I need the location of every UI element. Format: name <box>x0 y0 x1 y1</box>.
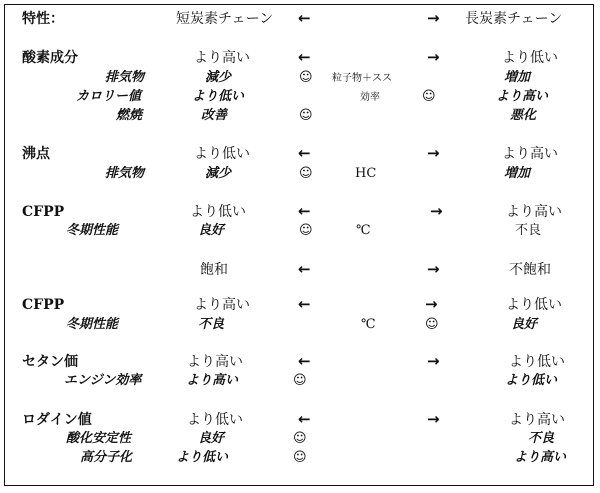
smiley-icon: ☺ <box>425 317 439 332</box>
saturation-short: 飽和 <box>200 262 228 278</box>
left-arrow-icon: ← <box>298 9 311 27</box>
right-arrow-icon: → <box>427 410 440 428</box>
cfpp1-winter-mid: ℃ <box>356 223 371 238</box>
header-label: 特性： <box>22 11 64 27</box>
right-arrow-icon: → <box>427 352 440 370</box>
cfpp2-winter-mid: ℃ <box>361 317 376 332</box>
left-arrow-icon: ← <box>298 352 311 370</box>
left-arrow-icon: ← <box>298 202 311 220</box>
cfpp2-winter-label: 冬期性能 <box>66 317 119 332</box>
header-long-chain: 長炭素チェーン <box>465 11 563 27</box>
iodine-long: より高い <box>509 412 565 428</box>
right-arrow-icon: → <box>430 202 443 220</box>
oxygen-emissions-label: 排気物 <box>105 70 145 85</box>
oxygen-combustion-long: 悪化 <box>510 108 537 123</box>
cfpp2-long: より低い <box>506 297 562 313</box>
cfpp2-winter-short: 不良 <box>198 317 225 332</box>
cfpp2-short: より高い <box>194 297 250 313</box>
right-arrow-icon: → <box>427 48 440 66</box>
cetane-engine-long: より低い <box>505 373 558 388</box>
right-arrow-icon: → <box>427 9 440 27</box>
oxygen-label: 酸素成分 <box>22 50 78 66</box>
smiley-icon: ☺ <box>293 431 307 446</box>
cetane-long: より低い <box>509 354 565 370</box>
cetane-short: より高い <box>187 354 243 370</box>
boiling-emissions-short: 減少 <box>205 166 232 181</box>
left-arrow-icon: ← <box>298 48 311 66</box>
boiling-emissions-label: 排気物 <box>105 166 145 181</box>
boiling-emissions-mid: HC <box>355 166 377 181</box>
cetane-engine-short: より高い <box>186 373 239 388</box>
right-arrow-icon: → <box>427 144 440 162</box>
iodine-polymer-label: 高分子化 <box>80 450 133 465</box>
smiley-icon: ☺ <box>293 373 307 388</box>
saturation-long: 不飽和 <box>509 262 551 278</box>
cetane-engine-label: エンジン効率 <box>64 373 142 388</box>
iodine-oxidation-long: 不良 <box>528 431 555 446</box>
boiling-long: より高い <box>502 146 558 162</box>
smiley-icon: ☺ <box>299 70 313 85</box>
oxygen-emissions-short: 減少 <box>205 70 232 85</box>
cfpp2-winter-long: 良好 <box>511 317 538 332</box>
left-arrow-icon: ← <box>298 295 311 313</box>
boiling-short: より低い <box>194 146 250 162</box>
cfpp1-winter-short: 良好 <box>198 223 225 238</box>
cfpp1-long: より高い <box>506 204 562 220</box>
oxygen-calorie-long: より高い <box>496 89 549 104</box>
iodine-oxidation-label: 酸化安定性 <box>66 431 132 446</box>
oxygen-emissions-mid: 粒子物＋スス <box>332 73 392 84</box>
right-arrow-icon: → <box>427 260 440 278</box>
iodine-short: より低い <box>187 412 243 428</box>
left-arrow-icon: ← <box>298 144 311 162</box>
cfpp1-winter-label: 冬期性能 <box>66 223 119 238</box>
smiley-icon: ☺ <box>299 108 313 123</box>
iodine-polymer-short: より低い <box>176 450 229 465</box>
smiley-icon: ☺ <box>293 450 307 465</box>
oxygen-emissions-long: 増加 <box>504 70 531 85</box>
iodine-label: ロダイン値 <box>22 412 92 428</box>
iodine-oxidation-short: 良好 <box>198 431 225 446</box>
smiley-icon: ☺ <box>299 166 313 181</box>
cfpp2-label: CFPP <box>22 297 65 313</box>
cfpp1-short: より低い <box>190 204 246 220</box>
oxygen-calorie-mid: 効率 <box>360 92 380 103</box>
header-short-chain: 短炭素チェーン <box>176 11 274 27</box>
cfpp1-label: CFPP <box>22 204 65 220</box>
cfpp1-winter-long: 不良 <box>515 223 542 238</box>
left-arrow-icon: ← <box>298 410 311 428</box>
oxygen-calorie-label: カロリー値 <box>76 89 142 104</box>
oxygen-calorie-short: より低い <box>192 89 245 104</box>
cetane-label: セタン価 <box>22 354 78 370</box>
oxygen-combustion-short: 改善 <box>201 108 228 123</box>
left-arrow-icon: ← <box>298 260 311 278</box>
oxygen-short: より高い <box>194 50 250 66</box>
smiley-icon: ☺ <box>299 223 313 238</box>
oxygen-combustion-label: 燃焼 <box>116 108 143 123</box>
iodine-polymer-long: より高い <box>514 450 567 465</box>
smiley-icon: ☺ <box>422 89 436 104</box>
boiling-emissions-long: 増加 <box>504 166 531 181</box>
boiling-label: 沸点 <box>22 146 50 162</box>
oxygen-long: より低い <box>502 50 558 66</box>
right-arrow-icon: → <box>425 295 438 313</box>
